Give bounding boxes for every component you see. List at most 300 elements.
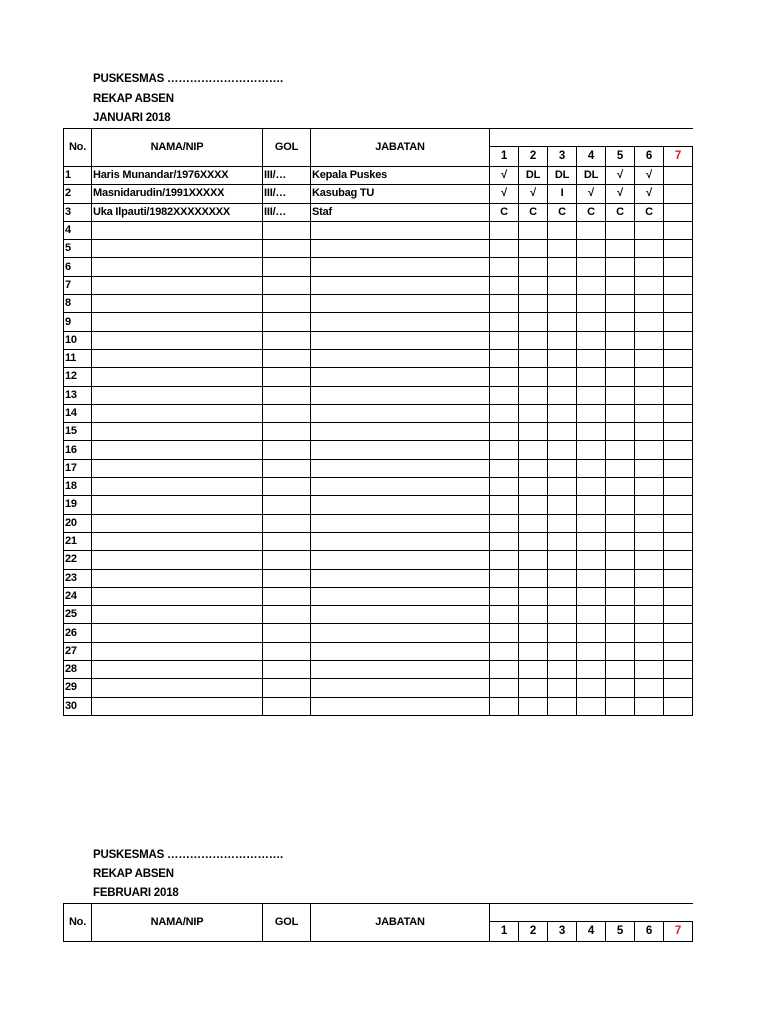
cell-gol (263, 697, 311, 715)
cell-day (548, 404, 577, 422)
cell-day (548, 459, 577, 477)
cell-jabatan (311, 404, 490, 422)
cell-day (548, 276, 577, 294)
cell-day (664, 697, 693, 715)
cell-day (664, 313, 693, 331)
cell-day (606, 624, 635, 642)
table-row (64, 569, 693, 587)
header-days-blank (490, 904, 693, 922)
cell-day (606, 240, 635, 258)
cell-no: 17 (64, 459, 92, 477)
cell-day (664, 203, 693, 221)
cell-nama-nip (92, 514, 263, 532)
cell-day: C (548, 203, 577, 221)
cell-jabatan (311, 313, 490, 331)
table-row (64, 496, 693, 514)
cell-day (519, 697, 548, 715)
header-day: 7 (664, 147, 693, 167)
cell-nama-nip (92, 478, 263, 496)
table-row (64, 423, 693, 441)
cell-day (577, 697, 606, 715)
cell-day (606, 313, 635, 331)
cell-day (548, 221, 577, 239)
table-row (64, 459, 693, 477)
cell-gol (263, 313, 311, 331)
cell-jabatan (311, 295, 490, 313)
cell-day (577, 532, 606, 550)
cell-day (577, 587, 606, 605)
cell-day (635, 514, 664, 532)
cell-day (664, 423, 693, 441)
cell-day (606, 221, 635, 239)
cell-day (664, 368, 693, 386)
cell-day (664, 404, 693, 422)
cell-day (519, 368, 548, 386)
cell-jabatan: Staf (311, 203, 490, 221)
table-row (64, 203, 693, 221)
cell-day (635, 496, 664, 514)
cell-no: 8 (64, 295, 92, 313)
cell-day (577, 258, 606, 276)
cell-day (664, 642, 693, 660)
cell-no: 6 (64, 258, 92, 276)
cell-day (519, 276, 548, 294)
cell-day (519, 606, 548, 624)
cell-day (490, 276, 519, 294)
table-row (64, 642, 693, 660)
cell-day (548, 313, 577, 331)
cell-day (519, 404, 548, 422)
cell-day (635, 295, 664, 313)
cell-day (490, 313, 519, 331)
cell-day (664, 606, 693, 624)
cell-jabatan (311, 441, 490, 459)
cell-day (548, 258, 577, 276)
cell-day (519, 624, 548, 642)
table-row (64, 368, 693, 386)
report-title: REKAP ABSEN (93, 868, 174, 880)
cell-day (635, 404, 664, 422)
cell-day: √ (490, 185, 519, 203)
cell-jabatan (311, 349, 490, 367)
report-month: FEBRUARI 2018 (93, 887, 179, 899)
cell-no: 12 (64, 368, 92, 386)
cell-gol (263, 404, 311, 422)
cell-gol: III/… (263, 167, 311, 185)
cell-day (577, 624, 606, 642)
cell-day: DL (548, 167, 577, 185)
cell-nama-nip (92, 331, 263, 349)
cell-day: C (519, 203, 548, 221)
cell-day (519, 441, 548, 459)
table-row (64, 295, 693, 313)
cell-gol (263, 496, 311, 514)
cell-gol (263, 661, 311, 679)
table-row (64, 587, 693, 605)
cell-day (606, 331, 635, 349)
table-row (64, 221, 693, 239)
cell-no: 1 (64, 167, 92, 185)
puskesmas-label: PUSKESMAS …………………………. (93, 849, 284, 861)
table-row (64, 258, 693, 276)
cell-no: 3 (64, 203, 92, 221)
cell-day (577, 642, 606, 660)
cell-day (635, 313, 664, 331)
cell-day (519, 532, 548, 550)
cell-day (548, 532, 577, 550)
cell-day (606, 459, 635, 477)
cell-no: 26 (64, 624, 92, 642)
cell-day (577, 221, 606, 239)
cell-day (577, 313, 606, 331)
cell-nama-nip (92, 661, 263, 679)
cell-day (664, 240, 693, 258)
cell-day (548, 295, 577, 313)
cell-day (635, 587, 664, 605)
cell-jabatan (311, 276, 490, 294)
cell-jabatan (311, 331, 490, 349)
cell-no: 13 (64, 386, 92, 404)
cell-day (577, 551, 606, 569)
cell-day (490, 569, 519, 587)
cell-day (635, 459, 664, 477)
header-day: 3 (548, 147, 577, 167)
cell-day (490, 642, 519, 660)
cell-no: 30 (64, 697, 92, 715)
cell-day (577, 496, 606, 514)
table-row (64, 514, 693, 532)
cell-day (519, 569, 548, 587)
table-row (64, 349, 693, 367)
cell-day (548, 661, 577, 679)
cell-day (577, 331, 606, 349)
cell-jabatan (311, 478, 490, 496)
cell-day (664, 661, 693, 679)
table-row (64, 240, 693, 258)
cell-day (490, 697, 519, 715)
cell-gol (263, 441, 311, 459)
cell-no: 14 (64, 404, 92, 422)
cell-jabatan (311, 642, 490, 660)
cell-nama-nip (92, 496, 263, 514)
cell-day (577, 295, 606, 313)
cell-day (490, 551, 519, 569)
cell-jabatan (311, 661, 490, 679)
table-row (64, 313, 693, 331)
cell-day (577, 569, 606, 587)
cell-day (664, 478, 693, 496)
cell-day (664, 167, 693, 185)
cell-day (519, 514, 548, 532)
cell-day (548, 331, 577, 349)
cell-day (548, 551, 577, 569)
cell-day (548, 514, 577, 532)
cell-day (606, 697, 635, 715)
header-no: No. (64, 904, 92, 942)
cell-day (606, 551, 635, 569)
table-row (64, 551, 693, 569)
cell-day (635, 642, 664, 660)
cell-day (490, 258, 519, 276)
header-day: 6 (635, 922, 664, 942)
cell-jabatan (311, 423, 490, 441)
cell-day (606, 478, 635, 496)
cell-day (635, 569, 664, 587)
cell-gol (263, 606, 311, 624)
cell-day (664, 679, 693, 697)
cell-jabatan (311, 697, 490, 715)
cell-gol (263, 459, 311, 477)
cell-gol (263, 551, 311, 569)
table-row (64, 661, 693, 679)
cell-day: I (548, 185, 577, 203)
cell-jabatan (311, 587, 490, 605)
cell-day (490, 240, 519, 258)
report-month: JANUARI 2018 (93, 112, 171, 124)
cell-day (490, 624, 519, 642)
cell-nama-nip (92, 569, 263, 587)
cell-jabatan (311, 532, 490, 550)
puskesmas-label: PUSKESMAS …………………………. (93, 73, 284, 85)
cell-nama-nip (92, 349, 263, 367)
cell-jabatan (311, 569, 490, 587)
cell-day (635, 221, 664, 239)
cell-day (519, 478, 548, 496)
cell-day (664, 295, 693, 313)
cell-nama-nip (92, 368, 263, 386)
cell-no: 2 (64, 185, 92, 203)
cell-nama-nip (92, 276, 263, 294)
cell-day (664, 532, 693, 550)
cell-day: DL (519, 167, 548, 185)
cell-day (606, 441, 635, 459)
cell-day (635, 661, 664, 679)
cell-day (577, 404, 606, 422)
cell-gol (263, 349, 311, 367)
cell-day: √ (635, 167, 664, 185)
cell-jabatan (311, 258, 490, 276)
cell-day (577, 386, 606, 404)
cell-day: C (606, 203, 635, 221)
cell-no: 25 (64, 606, 92, 624)
cell-gol (263, 295, 311, 313)
table-row (64, 679, 693, 697)
cell-nama-nip (92, 295, 263, 313)
cell-day: C (490, 203, 519, 221)
cell-day (664, 587, 693, 605)
cell-no: 11 (64, 349, 92, 367)
cell-day (577, 368, 606, 386)
cell-day (548, 569, 577, 587)
cell-no: 18 (64, 478, 92, 496)
table-row (64, 441, 693, 459)
cell-gol (263, 368, 311, 386)
cell-nama-nip (92, 551, 263, 569)
cell-day (490, 349, 519, 367)
header-day: 4 (577, 922, 606, 942)
cell-gol (263, 276, 311, 294)
cell-nama-nip (92, 404, 263, 422)
cell-day (664, 221, 693, 239)
cell-no: 20 (64, 514, 92, 532)
cell-gol (263, 258, 311, 276)
cell-day (577, 478, 606, 496)
cell-day (490, 606, 519, 624)
cell-no: 4 (64, 221, 92, 239)
cell-gol: III/… (263, 185, 311, 203)
cell-day (635, 551, 664, 569)
cell-day (635, 349, 664, 367)
cell-day (519, 386, 548, 404)
cell-day (519, 295, 548, 313)
cell-day (664, 569, 693, 587)
cell-day (548, 368, 577, 386)
cell-day (490, 661, 519, 679)
cell-gol (263, 532, 311, 550)
cell-day (664, 459, 693, 477)
cell-day (664, 551, 693, 569)
header-day: 5 (606, 922, 635, 942)
cell-day (664, 349, 693, 367)
cell-day (664, 514, 693, 532)
cell-jabatan (311, 514, 490, 532)
header-nama-nip: NAMA/NIP (92, 904, 263, 942)
cell-day (606, 349, 635, 367)
cell-day (577, 661, 606, 679)
cell-day (577, 349, 606, 367)
header-day: 4 (577, 147, 606, 167)
cell-nama-nip (92, 423, 263, 441)
cell-nama-nip (92, 386, 263, 404)
cell-day (519, 313, 548, 331)
table-row (64, 478, 693, 496)
cell-day (606, 569, 635, 587)
header-day: 5 (606, 147, 635, 167)
cell-day (548, 697, 577, 715)
cell-nama-nip (92, 221, 263, 239)
cell-day (635, 331, 664, 349)
cell-day (577, 679, 606, 697)
cell-day (519, 496, 548, 514)
cell-jabatan (311, 624, 490, 642)
cell-day (635, 368, 664, 386)
cell-day (490, 514, 519, 532)
report-title: REKAP ABSEN (93, 93, 174, 105)
cell-day (519, 221, 548, 239)
cell-day (548, 587, 577, 605)
cell-gol (263, 478, 311, 496)
cell-day (548, 496, 577, 514)
cell-day (519, 551, 548, 569)
cell-day (519, 423, 548, 441)
header-day: 3 (548, 922, 577, 942)
cell-day (548, 478, 577, 496)
table-row (64, 606, 693, 624)
cell-day (606, 295, 635, 313)
cell-jabatan (311, 606, 490, 624)
cell-no: 24 (64, 587, 92, 605)
cell-day (519, 661, 548, 679)
cell-nama-nip: Uka Ilpauti/1982XXXXXXXX (92, 203, 263, 221)
cell-day (577, 459, 606, 477)
cell-jabatan (311, 459, 490, 477)
cell-day (548, 441, 577, 459)
cell-day (519, 679, 548, 697)
cell-day (664, 258, 693, 276)
cell-nama-nip (92, 240, 263, 258)
cell-day (577, 514, 606, 532)
cell-day (577, 423, 606, 441)
cell-nama-nip (92, 679, 263, 697)
table-row (64, 331, 693, 349)
cell-gol (263, 240, 311, 258)
header-day: 7 (664, 922, 693, 942)
cell-no: 27 (64, 642, 92, 660)
cell-no: 21 (64, 532, 92, 550)
cell-jabatan: Kasubag TU (311, 185, 490, 203)
cell-day (519, 258, 548, 276)
cell-day (635, 240, 664, 258)
cell-nama-nip (92, 441, 263, 459)
cell-day (635, 606, 664, 624)
table-row (64, 697, 693, 715)
cell-gol (263, 423, 311, 441)
cell-day (664, 276, 693, 294)
cell-gol (263, 331, 311, 349)
cell-day (519, 587, 548, 605)
cell-day (548, 349, 577, 367)
cell-day (664, 496, 693, 514)
header-day: 2 (519, 147, 548, 167)
cell-nama-nip (92, 606, 263, 624)
header-days-blank (490, 129, 693, 147)
cell-day: √ (606, 185, 635, 203)
cell-jabatan (311, 496, 490, 514)
cell-day (490, 478, 519, 496)
table-row (64, 276, 693, 294)
cell-gol (263, 624, 311, 642)
cell-day (490, 587, 519, 605)
cell-day (606, 661, 635, 679)
cell-day: C (635, 203, 664, 221)
cell-day (519, 240, 548, 258)
cell-day (490, 532, 519, 550)
header-jabatan: JABATAN (311, 904, 490, 942)
cell-day (548, 624, 577, 642)
cell-jabatan (311, 551, 490, 569)
cell-day (519, 349, 548, 367)
cell-no: 23 (64, 569, 92, 587)
cell-day (635, 441, 664, 459)
cell-nama-nip (92, 624, 263, 642)
cell-day (577, 276, 606, 294)
cell-day (490, 386, 519, 404)
cell-day (635, 624, 664, 642)
table-row (64, 404, 693, 422)
cell-day: √ (490, 167, 519, 185)
cell-day (490, 496, 519, 514)
header-day: 2 (519, 922, 548, 942)
table-row (64, 386, 693, 404)
cell-no: 29 (64, 679, 92, 697)
cell-day (606, 404, 635, 422)
cell-nama-nip (92, 642, 263, 660)
cell-day: √ (635, 185, 664, 203)
cell-nama-nip (92, 532, 263, 550)
cell-gol (263, 569, 311, 587)
table-body (64, 167, 693, 716)
header-day: 1 (490, 922, 519, 942)
